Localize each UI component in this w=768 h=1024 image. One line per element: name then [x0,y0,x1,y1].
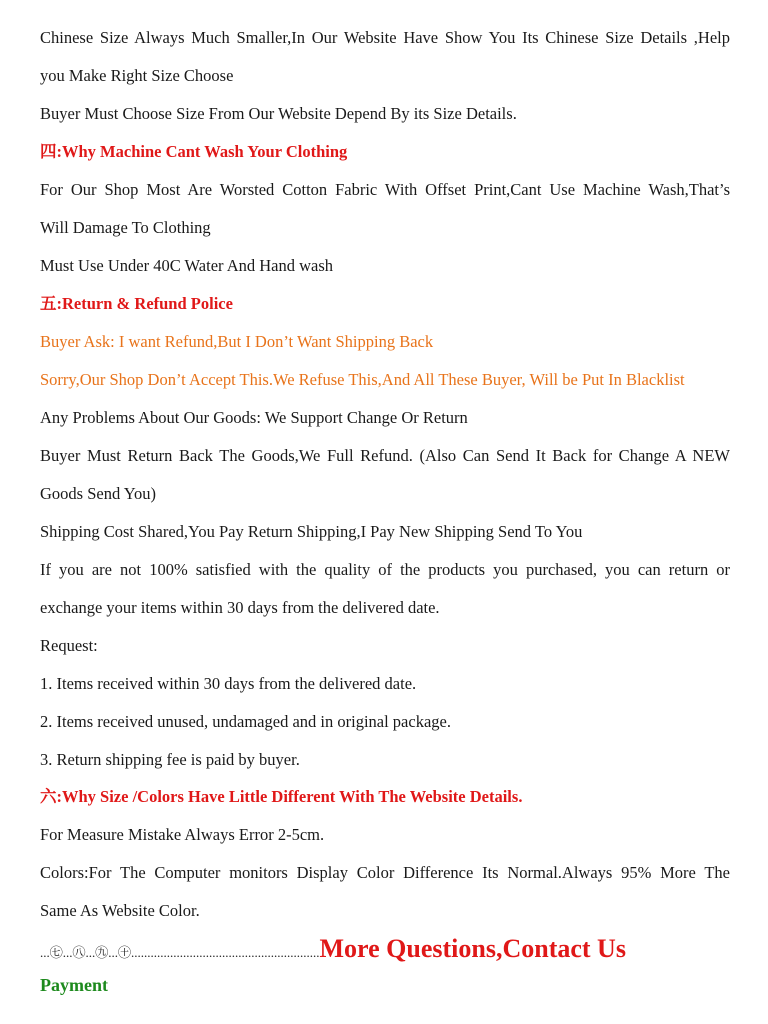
text-line-request: Request: [40,636,98,655]
text-line-exchange: exchange your items within 30 days from the delivered date. [40,598,440,617]
contact-row [40,932,730,966]
text-line-support-change: Any Problems About Our Goods: We Support Change Or Return [40,408,468,427]
text-line-refuse: Sorry,Our Shop Don’t Accept This.We Refuse This,And All These Buyer, Will be Put In Blacklist [40,370,685,389]
section-heading-size-colors: 六:Why Size /Colors Have Little Different With The Website Details. [40,787,523,806]
contact-us-link[interactable]: More Questions,Contact Us [319,934,626,963]
section-heading-return-refund: 五:Return & Refund Police [40,294,233,313]
list-item: 3. Return shipping fee is paid by buyer. [40,750,300,769]
list-item: 1. Items received within 30 days from the delivered date. [40,674,417,693]
text-line-size-chinese: Chinese Size Always Much Smaller,In Our Website Have Show You Its Chinese Size Details ,Help [40,28,730,47]
list-item: 2. Items received unused, undamaged and in original package. [40,712,451,731]
text-line-satisfaction: If you are not 100% satisfied with the quality of the products you purchased, you can return or [40,560,730,579]
text-line-size-choose: you Make Right Size Choose [40,66,234,85]
text-line-buyer-ask: Buyer Ask: I want Refund,But I Don’t Want Shipping Back [40,332,434,351]
text-line-goods-send: Goods Send You) [40,484,156,503]
text-line-colors: Colors:For The Computer monitors Display Color Difference Its Normal.Always 95% More The [40,863,730,882]
text-line-measure-error: For Measure Mistake Always Error 2-5cm. [40,825,325,844]
text-line-damage: Will Damage To Clothing [40,218,211,237]
section-heading-machine-wash: 四:Why Machine Cant Wash Your Clothing [40,142,348,161]
payment-heading: Payment [40,975,108,995]
text-line-size-details: Buyer Must Choose Size From Our Website Depend By its Size Details. [40,104,517,123]
text-line-shipping-cost: Shipping Cost Shared,You Pay Return Shipping,I Pay New Shipping Send To You [40,522,583,541]
text-line-fabric: For Our Shop Most Are Worsted Cotton Fabric With Offset Print,Cant Use Machine Wash,That’s [40,180,730,199]
dotted-leader: ...㊆...㊇...㊈...㊉.......................................................... [40,945,320,960]
text-line-website-color: Same As Website Color. [40,901,200,920]
text-line-hand-wash: Must Use Under 40C Water And Hand wash [40,256,334,275]
text-line-full-refund: Buyer Must Return Back The Goods,We Full Refund. (Also Can Send It Back for Change A NEW [40,446,730,465]
